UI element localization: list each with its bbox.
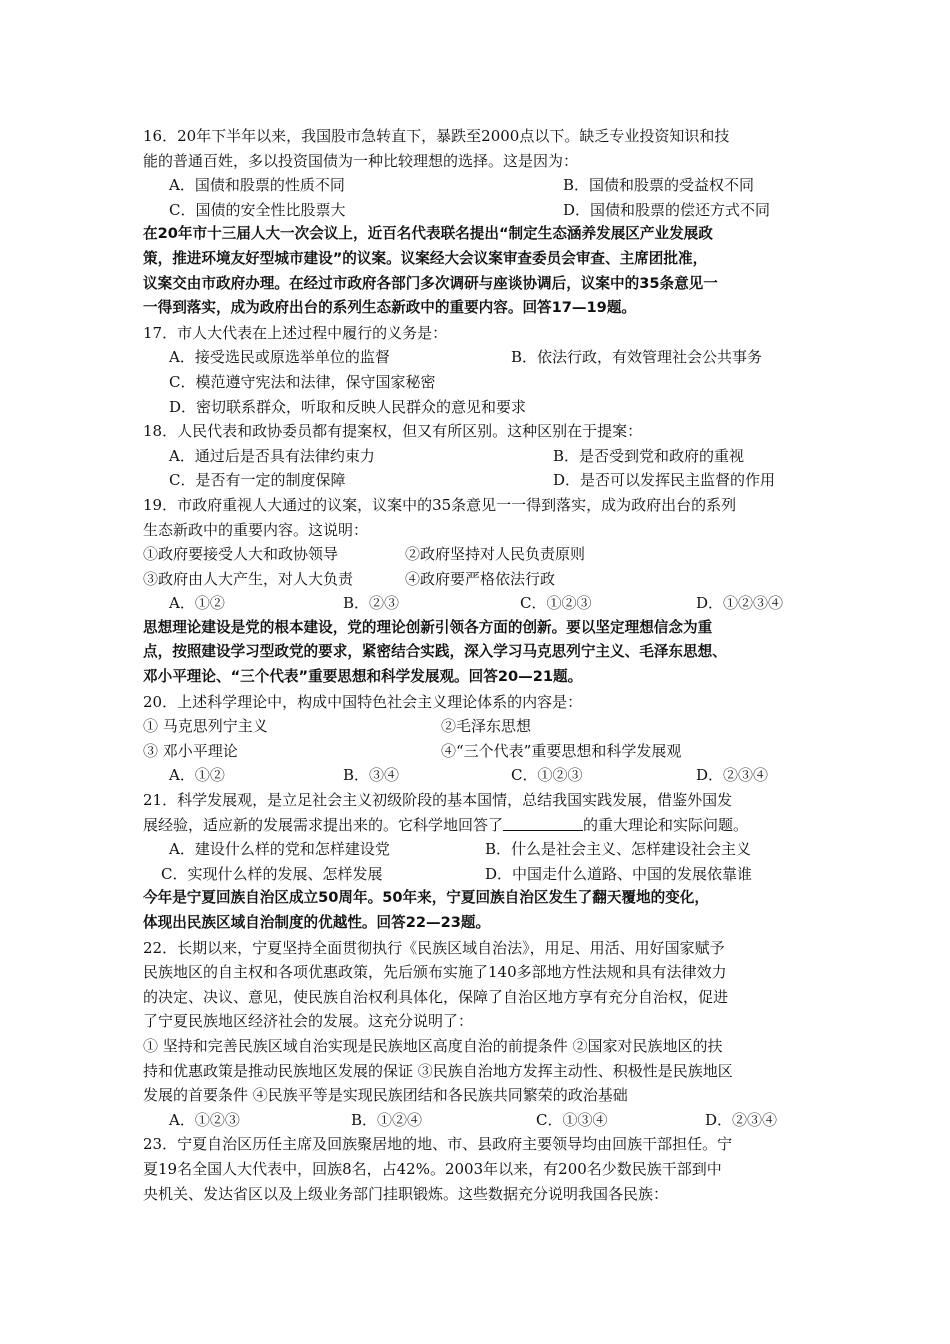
material-1-line-1: 在20年市十三届人大一次会议上，近百名代表联名提出“制定生态涵养发展区产业发展政 bbox=[143, 225, 713, 243]
q19-statement-2: ②政府坚持对人民负责原则 bbox=[405, 545, 586, 564]
q22-statements-line-2: 持和优惠政策是推动民族地区发展的保证 ③民族自治地方发挥主动性、积极性是民族地区 bbox=[143, 1061, 733, 1080]
q17-option-c: C．模范遵守宪法和法律，保守国家秘密 bbox=[169, 372, 436, 391]
q22-option-b: B．①②④ bbox=[351, 1110, 423, 1129]
q22-option-a: A．①②③ bbox=[169, 1110, 240, 1129]
q20-statements-row-1 bbox=[143, 714, 833, 739]
q23-stem-line-3: 央机关、发达省区以及上级业务部门挂职锻炼。这些数据充分说明我国各民族： bbox=[143, 1184, 669, 1203]
q20-stem: 20．上述科学理论中，构成中国特色社会主义理论体系的内容是： bbox=[143, 692, 583, 711]
q22-stem-line-3: 的决定、决议、意见，使民族自治权利具体化，保障了自治区地方享有充分自治权，促进 bbox=[143, 987, 729, 1006]
material-1-line-3: 议案交由市政府办理。在经过市政府各部门多次调研与座谈协调后，议案中的35条意见一 bbox=[143, 274, 718, 292]
q21-stem-line-2 bbox=[143, 813, 833, 838]
q20-option-d: D．②③④ bbox=[696, 766, 769, 785]
q18-options-row-2 bbox=[143, 468, 833, 493]
q16-option-d: D．国债和股票的偿还方式不同 bbox=[563, 200, 771, 219]
q16-option-b: B．国债和股票的受益权不同 bbox=[563, 176, 755, 195]
q18-options-row-1 bbox=[143, 444, 833, 469]
material-2-line-2: 点，按照建设学习型政党的要求，紧密结合实践，深入学习马克思列宁主义、毛泽东思想、 bbox=[143, 643, 727, 661]
q20-option-a: A．①② bbox=[169, 766, 225, 785]
q21-options-row-1 bbox=[143, 837, 833, 862]
q19-statements-row-1 bbox=[143, 542, 833, 567]
q20-statements-row-2 bbox=[143, 739, 833, 764]
q19-option-c: C．①②③ bbox=[520, 594, 592, 613]
q16-option-a: A．国债和股票的性质不同 bbox=[169, 176, 345, 195]
exam-page bbox=[143, 124, 833, 1206]
q22-option-c: C．①③④ bbox=[536, 1110, 608, 1129]
q17-option-b: B．依法行政，有效管理社会公共事务 bbox=[511, 348, 763, 367]
q19-stem-line-2: 生态新政中的重要内容。这说明： bbox=[143, 520, 369, 539]
q17-stem: 17．市人大代表在上述过程中履行的义务是： bbox=[143, 323, 448, 342]
q22-statements-line-1: ① 坚持和完善民族区域自治实现是民族地区高度自治的前提条件 ②国家对民族地区的扶 bbox=[143, 1036, 723, 1055]
q19-statement-3: ③政府由人大产生，对人大负责 bbox=[143, 569, 354, 588]
q22-statements-line-3: 发展的首要条件 ④民族平等是实现民族团结和各民族共同繁荣的政治基础 bbox=[143, 1086, 628, 1105]
q16-stem-line-2: 能的普通百姓，多以投资国债为一种比较理想的选择。这是因为： bbox=[143, 151, 579, 170]
q19-stem-line-1: 19．市政府重视人大通过的议案，议案中的35条意见一一得到落实，成为政府出台的系列 bbox=[143, 495, 737, 514]
q21-stem-part-2: 的重大理论和实际问题。 bbox=[583, 815, 749, 834]
q18-stem: 18．人民代表和政协委员都有提案权，但又有所区别。这种区别在于提案： bbox=[143, 422, 643, 441]
q16-options-row-2 bbox=[143, 198, 833, 223]
q21-option-b: B．什么是社会主义、怎样建设社会主义 bbox=[485, 840, 752, 859]
q23-stem-line-2: 夏19名全国人大代表中，回族8名，占42%。2003年以来，有200名少数民族干部到中 bbox=[143, 1159, 722, 1178]
q21-stem-part-1: 展经验，适应新的发展需求提出来的。它科学地回答了 bbox=[143, 815, 504, 834]
q22-option-d: D．②③④ bbox=[705, 1110, 778, 1129]
material-1-line-4: 一得到落实，成为政府出台的系列生态新政中的重要内容。回答17—19题。 bbox=[143, 299, 637, 317]
q17-option-d: D．密切联系群众，听取和反映人民群众的意见和要求 bbox=[169, 397, 527, 416]
q20-statement-3: ③ 邓小平理论 bbox=[143, 741, 238, 760]
q20-option-b: B．③④ bbox=[343, 766, 400, 785]
q20-statement-4: ④“三个代表”重要思想和科学发展观 bbox=[441, 741, 682, 760]
q20-statement-1: ① 马克思列宁主义 bbox=[143, 717, 268, 736]
q21-option-d: D．中国走什么道路、中国的发展依靠谁 bbox=[485, 864, 753, 883]
q19-option-d: D．①②③④ bbox=[696, 594, 784, 613]
q18-option-b: B．是否受到党和政府的重视 bbox=[553, 446, 745, 465]
q19-statements-row-2 bbox=[143, 567, 833, 592]
q19-options bbox=[143, 591, 833, 616]
material-3-line-2: 体现出民族区域自治制度的优越性。回答22—23题。 bbox=[143, 914, 491, 931]
q23-stem-line-1: 23．宁夏自治区历任主席及回族聚居地的地、市、县政府主要领导均由回族干部担任。宁 bbox=[143, 1135, 733, 1154]
q22-stem-line-2: 民族地区的自主权和各项优惠政策，先后颁布实施了140多部地方性法规和具有法律效力 bbox=[143, 963, 727, 982]
q17-options-row-1 bbox=[143, 345, 833, 370]
material-2-line-3: 邓小平理论、“三个代表”重要思想和科学发展观。回答20—21题。 bbox=[143, 668, 583, 686]
q21-option-a: A．建设什么样的党和怎样建设党 bbox=[169, 840, 390, 859]
q18-option-d: D．是否可以发挥民主监督的作用 bbox=[553, 471, 776, 490]
q22-stem-line-4: 了宁夏民族地区经济社会的发展。这充分说明了： bbox=[143, 1012, 474, 1031]
material-3-line-1: 今年是宁夏回族自治区成立50周年。50年来，宁夏回族自治区发生了翻天覆地的变化， bbox=[143, 889, 709, 907]
q19-option-a: A．①② bbox=[169, 594, 225, 613]
q17-option-a: A．接受选民或原选举单位的监督 bbox=[169, 348, 390, 367]
q20-options bbox=[143, 763, 833, 788]
material-2-line-1: 思想理论建设是党的根本建设，党的理论创新引领各方面的创新。要以坚定理想信念为重 bbox=[143, 618, 713, 636]
q19-statement-1: ①政府要接受人大和政协领导 bbox=[143, 545, 339, 564]
q21-option-c: C．实现什么样的发展、怎样发展 bbox=[161, 864, 383, 883]
material-1-line-2: 策，推进环境友好型城市建设”的议案。议案经大会议案审查委员会审查、主席团批准， bbox=[143, 249, 708, 267]
q18-option-c: C．是否有一定的制度保障 bbox=[169, 471, 346, 490]
q21-options-row-2 bbox=[143, 862, 833, 887]
q19-statement-4: ④政府要严格依法行政 bbox=[405, 569, 556, 588]
q20-option-c: C．①②③ bbox=[511, 766, 583, 785]
q21-stem-line-1: 21．科学发展观，是立足社会主义初级阶段的基本国情，总结我国实践发展，借鉴外国发 bbox=[143, 791, 733, 810]
q18-option-a: A．通过后是否具有法律约束力 bbox=[169, 446, 375, 465]
q20-statement-2: ②毛泽东思想 bbox=[441, 717, 532, 736]
q22-stem-line-1: 22．长期以来，宁夏坚持全面贯彻执行《民族区域自治法》，用足、用活、用好国家赋予 bbox=[143, 938, 725, 957]
q22-options bbox=[143, 1108, 833, 1133]
q21-answer-blank bbox=[503, 816, 583, 831]
q16-options-row-1 bbox=[143, 173, 833, 198]
q16-stem-line-1: 16．20年下半年以来，我国股市急转直下，暴跌至2000点以下。缺乏专业投资知识和技 bbox=[143, 127, 730, 145]
q16-option-c: C．国债的安全性比股票大 bbox=[169, 200, 346, 219]
q19-option-b: B．②③ bbox=[343, 594, 400, 613]
